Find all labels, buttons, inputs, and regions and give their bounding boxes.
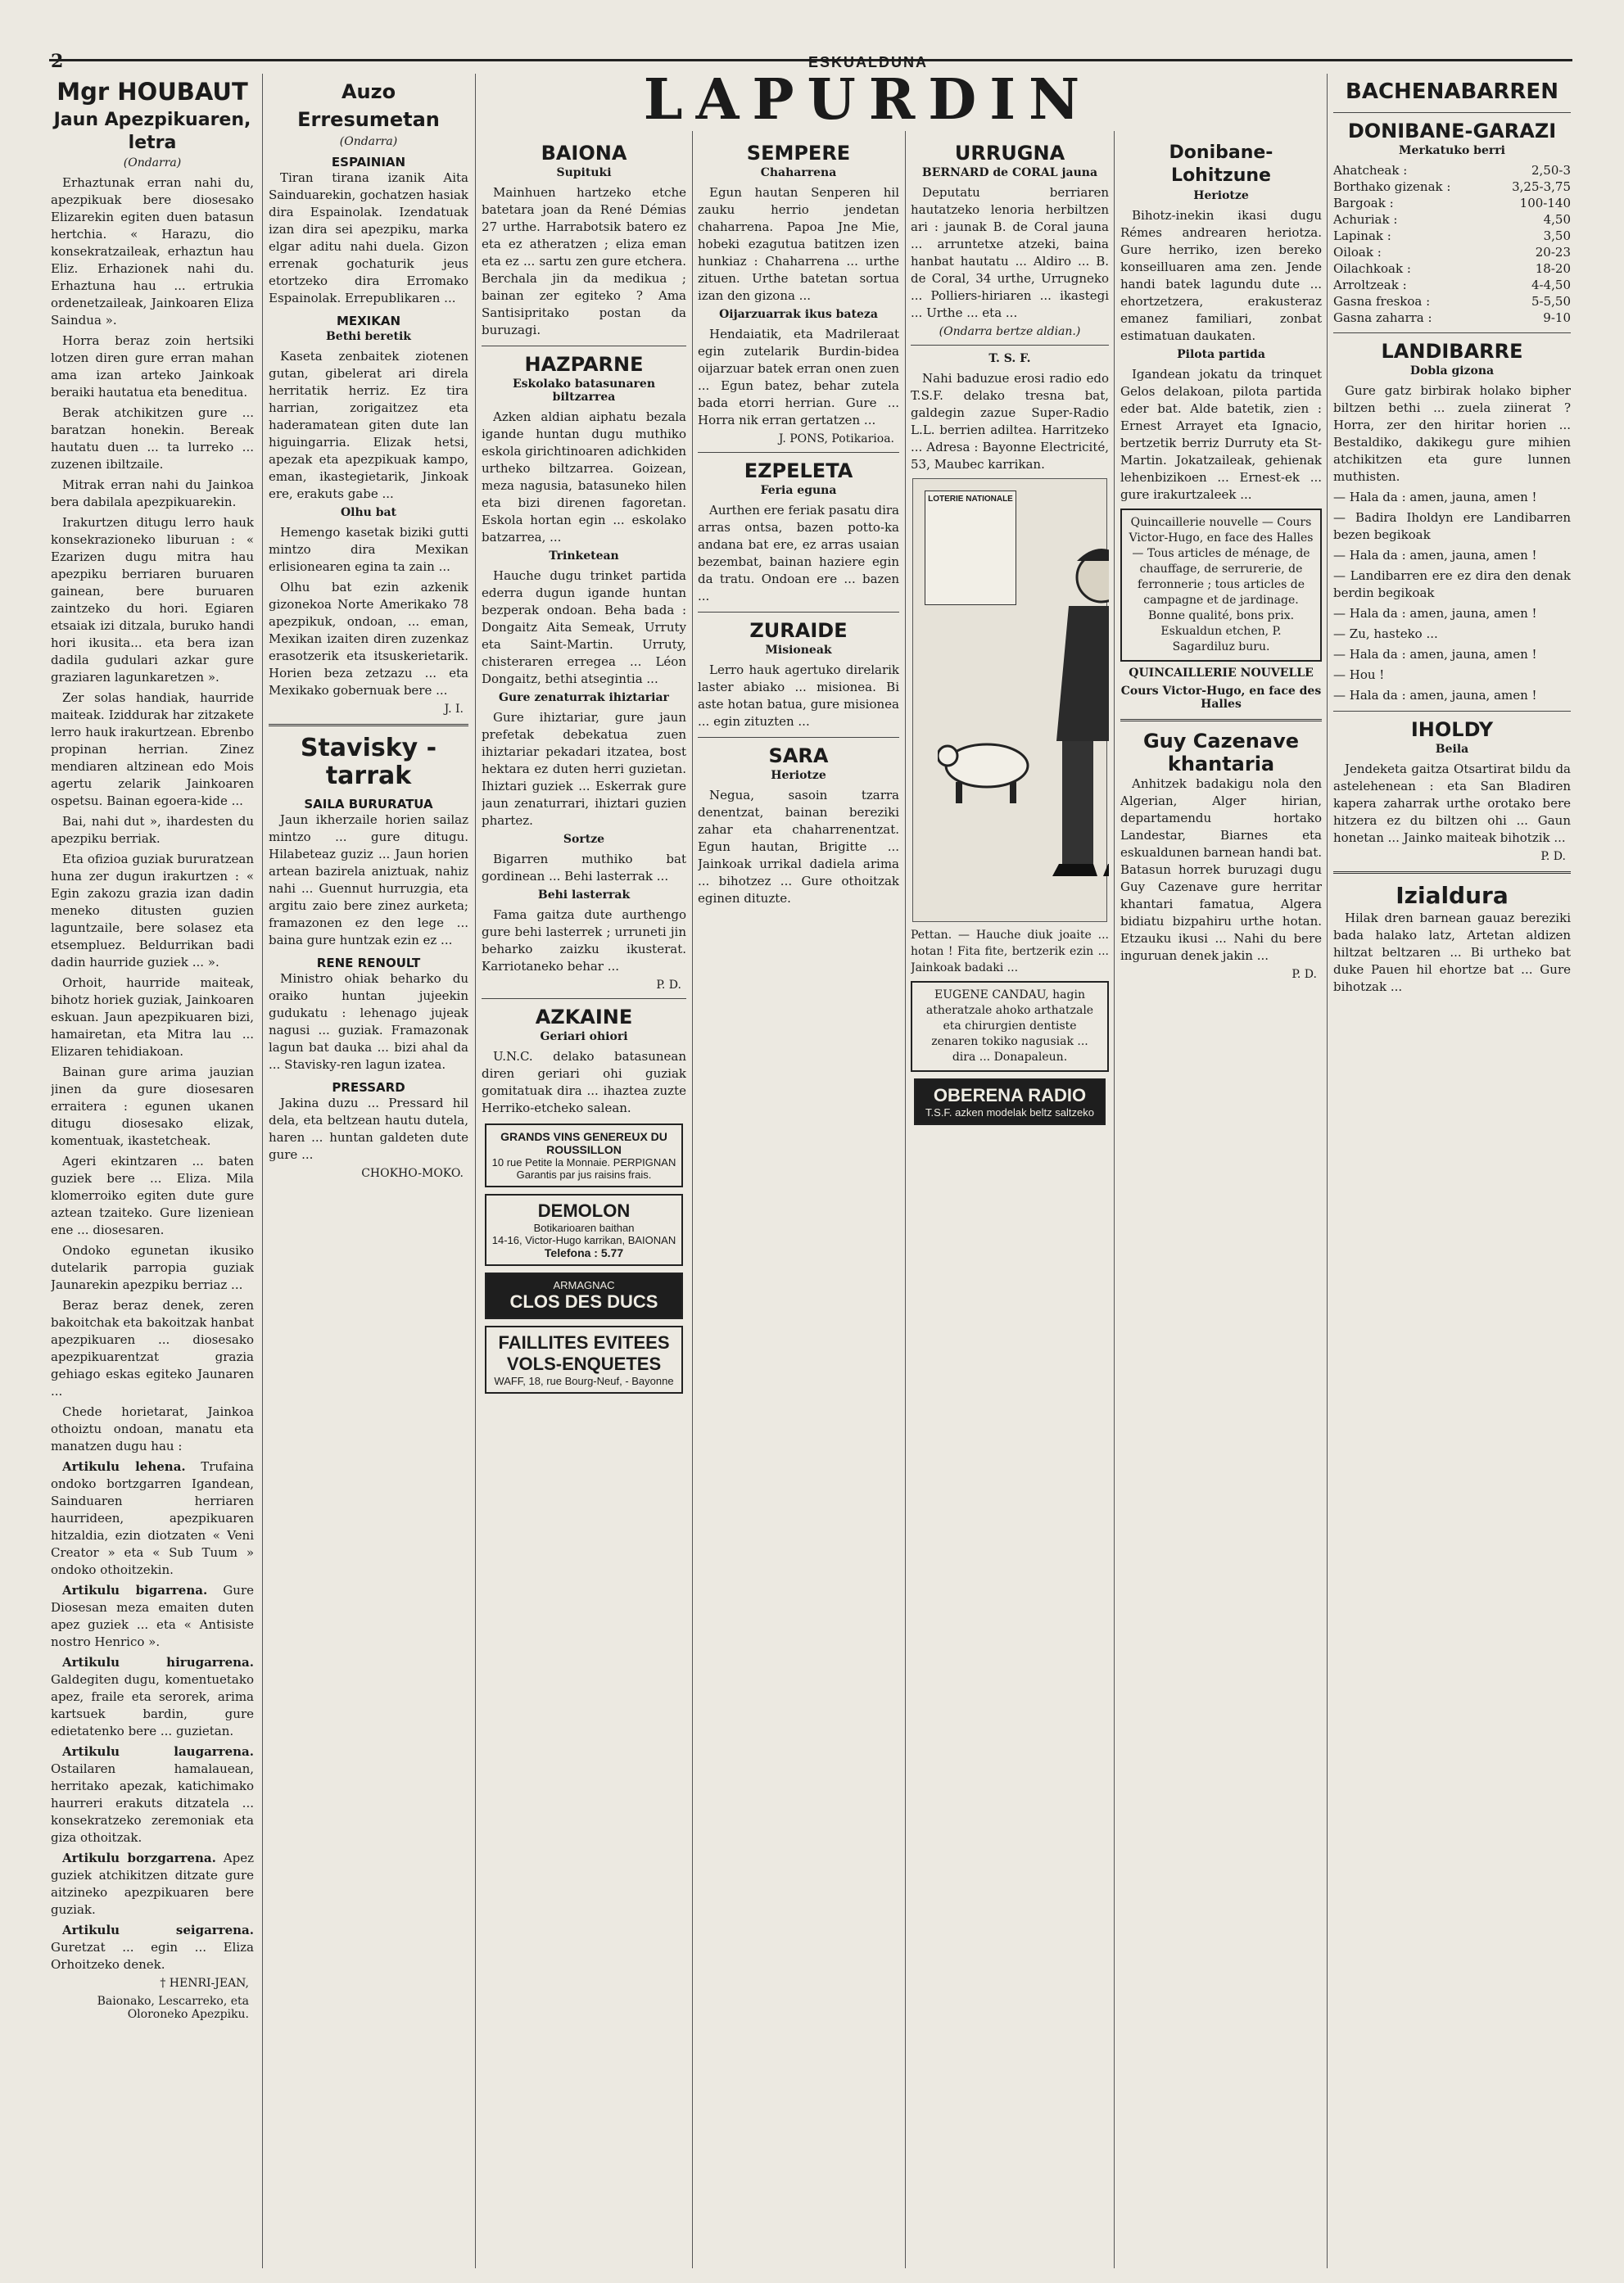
advertisement-faillites bbox=[485, 1326, 683, 1394]
price-value: 9-10 bbox=[1543, 310, 1571, 325]
paragraph: Igandean jokatu da trinquet Gelos delakoan, pilota partida eder bat. Alde batetik, zien : Ernest Arrayet eta Ignacio, bertzetik berriz Durruty eta St-Martin. Jokatzaileak, gehienak lehenbizikoen ... Ernest-ek ... gure irakurtzaleek ... bbox=[1120, 367, 1322, 502]
paragraph: Negua, sasoin tzarra denentzat, bainan bereziki zahar eta chaharrenentzat. Egun hautan, Brigitte ... Jainkoak urrikal dadiela arima ... bihotzez ... Gure othoitzak eginen dituzte. bbox=[698, 788, 899, 906]
ad-line: T.S.F. azken modelak beltz saltzeko bbox=[925, 1106, 1094, 1119]
subsection-kicker: Bethi beretik bbox=[325, 330, 412, 343]
paragraph: U.N.C. delako batasunean diren geriari ohi guziak gomitatuak dira ... ihaztea zuzte Herriko-etcheko salean. bbox=[482, 1049, 686, 1115]
price-item: Borthako gizenak : bbox=[1333, 179, 1451, 194]
masthead bbox=[573, 54, 1163, 133]
signature: P. D. bbox=[656, 979, 681, 992]
divider bbox=[482, 998, 686, 999]
article-label: Artikulu borzgarrena. bbox=[62, 1851, 216, 1865]
paragraph: Orhoit, haurride maiteak, bihotz horiek guziak, Jainkoaren eskuan. Jaun apezpikuaren bizi, hamairetan, eta Mitra lau ... Elizaren tehidiakoan. bbox=[51, 975, 254, 1059]
town-subheading: Feria eguna bbox=[760, 484, 837, 497]
town-subheading: Chaharrena bbox=[760, 166, 837, 179]
paragraph: Aurthen ere feriak pasatu dira arras ontsa, bazen potto-ka andana bat ere, ez arras usaian bezembat, bainan haziere egin da tratu. Ondoan ere ... bazen ... bbox=[698, 503, 899, 604]
signature: J. PONS, Potikarioa. bbox=[778, 432, 894, 445]
column-rule bbox=[475, 74, 476, 2268]
section-title: Stavisky - tarrak bbox=[300, 734, 437, 790]
article-title: Mgr HOUBAUT bbox=[57, 78, 248, 106]
paragraph: Azken aldian aiphatu bezala igande huntan dugu muthiko eskola girichtinoaren adichkiden urtheko biltzarrea. Goizean, meza nagusia, batasuneko hilen eta bizi direnen fagoretan. Eskola hortan egin ... eskolako batzarrea, ... bbox=[482, 409, 686, 545]
town-heading: BAIONA bbox=[541, 142, 627, 165]
price-value: 2,50-3 bbox=[1531, 163, 1571, 178]
price-value: 18-20 bbox=[1535, 261, 1571, 276]
paragraph: Egun hautan Senperen hil zauku herrio jendetan chaharrena. Papoa Jne Mie, hobeki ezagutua batitzen izen hunkiaz : Chaharrena ... urthe zituen. Urthe batetan sortua izan den gizona ... bbox=[698, 185, 899, 303]
ad-line: CLOS DES DUCS bbox=[509, 1291, 658, 1312]
paragraph: Bainan gure arima jauzian jinen da gure diosesaren erraitera : egunen ukanen ditugu diosesako elizak, komentuak, ikastetcheak. bbox=[51, 1065, 254, 1148]
ad-line: WAFF, 18, rue Bourg-Neuf, - Bayonne bbox=[494, 1375, 674, 1387]
litany-line: — Hou ! bbox=[1333, 667, 1385, 682]
paragraph: Beraz beraz denek, zeren bakoitchak eta bakoitzak hanbat apezpikuaren ... diosesako apezpikuarentzat grazia gehiago eskas egiteko Jaunaren ... bbox=[51, 1298, 254, 1399]
paragraph: Zer solas handiak, haurride maiteak. Iziddurak har zitzakete lerro hauk irakurtzean. Ebrenbo propinan herrian. Zinez mendiaren altzinean edo Mois agertu zelarik Jainkoaren ospetsu. Bainan egoera-kide ... bbox=[51, 690, 254, 808]
column-rule bbox=[692, 131, 693, 2268]
price-item: Oilachkoak : bbox=[1333, 261, 1411, 276]
subsection-kicker: Olhu bat bbox=[340, 506, 397, 519]
price-item: Arroltzeak : bbox=[1333, 278, 1407, 292]
paragraph: Hauche dugu trinket partida ederra dugun igande huntan bezperak ondoan. Beha bada : Dongaitz Aita Semeak, Urruty eta Saint-Martin. Urruty, chisteraren erregea ... Léon Dongaitz, bethi atsegintia ... bbox=[482, 568, 686, 686]
town-heading: URRUGNA bbox=[954, 142, 1065, 165]
town-subheading: Behi lasterrak bbox=[537, 888, 631, 902]
signature: J. I. bbox=[444, 703, 464, 716]
subsection-title: RENE RENOULT bbox=[316, 956, 421, 970]
ad-line: GRANDS VINS GENEREUX DU ROUSSILLON bbox=[500, 1130, 667, 1156]
column-urrugna bbox=[911, 135, 1109, 2272]
divider bbox=[1120, 719, 1322, 721]
table-row bbox=[1333, 211, 1571, 228]
paragraph: Irakurtzen ditugu lerro hauk konsekrazioneko liburuan : « Ezarizen dugu mitra hau apezpiku berriaren buruaren gainean, bere buruaren zaintzeko du hori. Egiaren etsaiak izi ditzala, buruko handi hori ikusita... eta bera izan dadila gudulari azkar gure graziaren lagunkaretzen ». bbox=[51, 515, 254, 685]
table-row bbox=[1333, 195, 1571, 211]
town-heading: DONIBANE-GARAZI bbox=[1347, 120, 1557, 142]
advertisement-armagnac bbox=[485, 1273, 683, 1319]
town-subheading: BERNARD de CORAL jauna bbox=[921, 166, 1098, 179]
paragraph: Berak atchikitzen gure ... baratzan honekin. Bereak hautatu duen ... ta lurreko ... zuzenen ibiltzaile. bbox=[51, 405, 254, 472]
paragraph: Nahi baduzue erosi radio edo T.S.F. delako tresna bat, galdegin zazue Super-Radio L.L. berrien adiltea. Harritzeko ... Adresa : Bayonne Electricité, 53, Maubec karrikan. bbox=[911, 371, 1109, 472]
litany-line: — Hala da : amen, jauna, amen ! bbox=[1333, 688, 1537, 703]
paragraph: Olhu bat ezin azkenik gizonekoa Norte Amerikako 78 apezpikuk, ondoan, ... eman, Mexikan izaiten diren zuzenkaz erasotzerik eta itsuskerietarik. Horien beza zetzazu ... eta Mexikako gobernuak bere ... bbox=[269, 580, 468, 698]
price-value: 3,50 bbox=[1543, 228, 1571, 243]
town-subheading: Pilota partida bbox=[1177, 348, 1265, 361]
article-label: Artikulu lehena. bbox=[62, 1459, 186, 1474]
town-heading: AZKAINE bbox=[535, 1006, 633, 1028]
divider bbox=[698, 612, 899, 613]
ad-line: DEMOLON bbox=[537, 1200, 631, 1221]
town-subheading: Geriari ohiori bbox=[540, 1030, 628, 1043]
signature: † HENRI-JEAN, bbox=[160, 1977, 249, 1990]
town-subheading: Heriotze bbox=[1193, 189, 1249, 202]
table-row bbox=[1333, 228, 1571, 244]
subsection-title: SAILA BURURATUA bbox=[304, 797, 433, 811]
subsection-title: MEXIKAN bbox=[336, 314, 401, 328]
divider bbox=[1333, 112, 1571, 113]
ad-line: ARMAGNAC bbox=[553, 1279, 615, 1291]
article-heading: Guy Cazenave khantaria bbox=[1142, 730, 1300, 775]
price-value: 4,50 bbox=[1543, 212, 1571, 227]
town-subheading: Dobla gizona bbox=[1409, 364, 1495, 377]
paragraph: Mitrak erran nahi du Jainkoa bera dabilala apezpikuarekin. bbox=[51, 477, 254, 509]
town-subheading: Eskolako batasunaren biltzarrea bbox=[512, 377, 656, 404]
divider bbox=[269, 724, 468, 726]
column-auzo-erresumetan bbox=[269, 78, 468, 2272]
paragraph: Gure gatz birbirak holako bipher biltzen bethi ... zuela ziinerat ? Horra, zer den hiritar horien ... Bestaldiko, dakikegu gure mihien atchikitzen eta gure lunnen muthisten. bbox=[1333, 383, 1571, 484]
town-heading: Donibane-Lohitzune bbox=[1169, 142, 1273, 186]
town-subheading: Oijarzuarrak ikus bateza bbox=[719, 308, 878, 321]
town-subheading: Gure zenaturrak ihiztariar bbox=[499, 691, 669, 704]
paragraph: Deputatu berriaren hautatzeko lenoria herbiltzen ari : jaunak B. de Coral jauna ... arruntetxe atzeki, baina hanbat hautatu ... Aldiro ... B. de Coral, 34 urthe, Urrugneko ... Polliers-hiriaren ... ikastegi ... Urthe ... eta ... bbox=[911, 185, 1109, 320]
paragraph: Fama gaitza dute aurthengo gure behi lasterrek ; urruneti jin beharko zaizku ikusterat. Karriotaneko behar ... bbox=[482, 907, 686, 974]
subsection-title: PRESSARD bbox=[332, 1080, 405, 1095]
ad-line: 10 rue Petite la Monnaie. PERPIGNAN bbox=[491, 1156, 676, 1169]
paragraph: Mainhuen hartzeko etche batetara joan da René Démias 27 urthe. Harrabotsik batero ez eta ez atheratzen ; eliza eman eta ez ... sartu zen gure etchera. Berchala jin da medikua ; bainan zer egiteko ? Ama Santisipritako postan da buruzagi. bbox=[482, 185, 686, 337]
town-heading: IHOLDY bbox=[1410, 718, 1494, 741]
section-title: BACHENABARREN bbox=[1346, 79, 1558, 104]
table-row bbox=[1333, 179, 1571, 195]
litany-line: — Hala da : amen, jauna, amen ! bbox=[1333, 606, 1537, 621]
town-heading: SEMPERE bbox=[746, 142, 851, 165]
article-subtitle: Jaun Apezpikuaren, letra bbox=[53, 110, 251, 153]
price-item: Lapinak : bbox=[1333, 228, 1391, 243]
pettan-figure bbox=[1011, 528, 1109, 905]
price-item: Bargoak : bbox=[1333, 196, 1394, 210]
column-baiona bbox=[482, 135, 686, 2272]
section-title: Izialdura bbox=[1396, 882, 1509, 909]
price-item: Gasna zaharra : bbox=[1333, 310, 1432, 325]
divider bbox=[1333, 711, 1571, 712]
ad-line: Garantis par jus raisins frais. bbox=[516, 1169, 652, 1181]
article-text: Apez guziek atchikitzen ditzate gure aitzineko apezpikuaren bere guziak. bbox=[51, 1851, 254, 1917]
masthead-small-title: ESKUALDUNA bbox=[808, 54, 928, 70]
article-label: Artikulu laugarrena. bbox=[62, 1744, 254, 1759]
town-subheading: Heriotze bbox=[771, 769, 826, 782]
price-value: 5-5,50 bbox=[1531, 294, 1571, 309]
paragraph: Hendaiatik, eta Madrileraat egin zutelarik Burdin-bidea oijarzuar batek erran onen zuen ... Egun batez, behar zutela bada etorri herrian. Gure ... Horra nik erran gertatzen ... bbox=[698, 327, 899, 427]
cow-drawing bbox=[938, 725, 1036, 807]
town-heading: EZPELETA bbox=[744, 459, 853, 482]
ad-line: OBERENA RADIO bbox=[933, 1085, 1087, 1105]
table-row bbox=[1333, 244, 1571, 260]
lottery-poster-title: LOTERIE NATIONALE bbox=[928, 495, 1013, 504]
price-value: 3,25-3,75 bbox=[1512, 179, 1571, 194]
paragraph: Ondoko egunetan ikusiko dutelarik parropia guziak Jaunarekin apezpiku berriaz ... bbox=[51, 1243, 254, 1292]
article-label: Artikulu hirugarrena. bbox=[62, 1655, 254, 1670]
litany-line: — Hala da : amen, jauna, amen ! bbox=[1333, 490, 1537, 504]
price-item: Oiloak : bbox=[1333, 245, 1382, 260]
closing-text: Chede horietarat, Jainkoa othoiztu ondoan, manatu eta manatzen dugu hau : bbox=[51, 1404, 254, 1453]
article-text: Gure Diosesan meza emaiten duten apez guziek ... eta « Antisiste nostro Henrico ». bbox=[51, 1583, 254, 1649]
litany-line: — Zu, hasteko ... bbox=[1333, 626, 1438, 641]
notice-quincaillerie: Quincaillerie nouvelle — Cours Victor-Hugo, en face des Halles — Tous articles de ménage, de chauffage, de serrurerie, de ferronnerie ; tous articles de campagne et de jardinage. Bonne qualité, bons prix. Eskualdun etchen, P. Sagardiluz buru. bbox=[1120, 509, 1322, 662]
article-text: Galdegiten dugu, komentuetako apez, fraile eta serorek, arima kartsuek bardin, gure edietatenko bere ... guzietan. bbox=[51, 1672, 254, 1738]
column-mgr-houbaut bbox=[51, 78, 254, 2272]
town-heading: LANDIBARRE bbox=[1381, 340, 1523, 363]
town-subheading: Supituki bbox=[556, 166, 612, 179]
paragraph: Ageri ekintzaren ... baten guziek bere ... Eliza. Mila klomerroiko egiten dute gure aztean tzaiteko. Gure lizeniean ene ... diosesaren. bbox=[51, 1154, 254, 1237]
section-note: (Ondarra) bbox=[339, 135, 398, 148]
ad-line: FAILLITES EVITEES bbox=[498, 1332, 670, 1353]
table-row bbox=[1333, 293, 1571, 310]
quincaillerie-address: Cours Victor-Hugo, en face des Halles bbox=[1120, 685, 1322, 711]
divider bbox=[1333, 871, 1571, 874]
divider bbox=[911, 345, 1109, 346]
article-text: Guretzat ... egin ... Eliza Orhoitzeko denek. bbox=[51, 1940, 254, 1972]
town-heading: HAZPARNE bbox=[524, 353, 644, 376]
divider bbox=[698, 452, 899, 453]
town-subheading: Trinketean bbox=[549, 549, 619, 563]
paragraph: Gure ihiztariar, gure jaun prefetak debekatua zuen ihiztariar pekadari itzatea, bost hektara ez duten herri guzietan. Ihiztari guziek ... Eskerrak gure jaun zenaturrari, ihiztari guzien phartez. bbox=[482, 710, 686, 828]
price-item: Achuriak : bbox=[1333, 212, 1398, 227]
column-rule bbox=[905, 131, 906, 2268]
paragraph: Erhaztunak erran nahi du, apezpikuak bere diosesako Elizarekin egiten duen batasun hertchia. « Harazu, dio konsekratzaileak, erhaztun hau Eliz. Erhazionek nahi du. Erhaztuna hau ... ertrukia ordenetzaileak, Jainkoaren Eliza Saindua ». bbox=[51, 175, 254, 328]
paragraph: Bihotz-inekin ikasi dugu Rémes andrearen heriotza. Gure herriko, izen bereko konseilluaren ama zen. Jende handi batek lagundu dute ... ehortzetzera, erakusteraz emanez familiari, zonbat estimatuan daukaten. bbox=[1120, 208, 1322, 343]
article-note: (Ondarra) bbox=[123, 156, 182, 170]
signature: P. D. bbox=[1292, 968, 1317, 981]
article-text: Ostailaren hamalauean, herritako apezak, katichimako haurreri erakuts ditzatela ... konsekratzeko zeremoniak eta giza othoitzak. bbox=[51, 1761, 254, 1845]
town-heading: ZURAIDE bbox=[749, 619, 848, 642]
litany-line: — Badira Iholdyn ere Landibarren bezen begikoak bbox=[1333, 510, 1571, 542]
advertisement-wine bbox=[485, 1123, 683, 1187]
table-row bbox=[1333, 310, 1571, 326]
town-heading: SARA bbox=[768, 744, 829, 767]
lottery-poster bbox=[925, 491, 1016, 605]
page-number: 2 bbox=[51, 51, 64, 72]
column-sempere bbox=[698, 135, 899, 2272]
price-value: 4-4,50 bbox=[1531, 278, 1571, 292]
advertisement-oberena-radio bbox=[914, 1078, 1106, 1125]
paragraph: Kaseta zenbaitek ziotenen gutan, gibelerat ari direla herritatik herriz. Ez tira harrian, zorigaitzez eta haderamatean giten dute lan higuingarria. Elizak hetsi, apezak eta apezpikuak kampo, eman, ikastegietarik, Jinkoak ere, erakuts gabe ... bbox=[269, 349, 468, 501]
paragraph: Ministro ohiak beharko du oraiko huntan jujeekin gudukatu : lehenago jujeak nagusi ... guziak. Framazonak lagun bat dauka ... bizi ahal da ... Stavisky-ren lagun izatea. bbox=[269, 971, 468, 1072]
paragraph: Lerro hauk agertuko direlarik laster abiako ... misionea. Bi aste hotan batua, gure misionea ... egin zituzten ... bbox=[698, 662, 899, 729]
town-subheading: Sortze bbox=[563, 833, 605, 846]
paragraph: Jaun ikherzaile horien sailaz mintzo ... gure ditugu. Hilabeteaz guziz ... Jaun horien artean bazirela aniztuak, nahiz nahi ... Guennut hurruzgia, eta argitu zaio bere zinez aurketa; framazonen ez den lege ... baina gure huntzak ezin ez ... bbox=[269, 812, 468, 947]
paragraph: Anhitzek badakigu nola den Algerian, Alger hirian, departamendu hortako Landestar, Biarnes eta eskualdunen barnean handi bat. Batasun horrek buruzagi dugu Guy Cazenave gure herritar khantari famatua, Algera bidiatu bizpahiru urthe hotan. Etzauku ikusi ... Nahi du bere inguruan denek jakin ... bbox=[1120, 776, 1322, 963]
column-rule bbox=[1114, 131, 1115, 2268]
town-subheading: Misioneak bbox=[765, 644, 832, 657]
table-row bbox=[1333, 162, 1571, 179]
paragraph: Jendeketa gaitza Otsartirat bildu da astelehenean : eta San Bladiren kapera zaharrak urthe orotako bere hitzera ez du biltzen ohi ... Gaun honetan ... Jainko maiteak bihotzik ... bbox=[1333, 762, 1571, 845]
town-subheading: Merkatuko berri bbox=[1399, 144, 1505, 157]
litany-line: — Hala da : amen, jauna, amen ! bbox=[1333, 548, 1537, 563]
paragraph: Bigarren muthiko bat gordinean ... Behi lasterrak ... bbox=[482, 852, 686, 884]
table-row bbox=[1333, 260, 1571, 277]
article-text: Trufaina ondoko bortzgarren Igandean, Sainduaren herriaren haurrideen, apezpikuaren hitzaldia, ezin diotzaten « Veni Creator » eta « Sub Tuum » ondoko othoitzekin. bbox=[51, 1459, 254, 1577]
paragraph: Eta ofizioa guziak bururatzean huna zer dugun irakurtzen : « Egin zakozu grazia izan dadin meneko ditusten guzien laguntzaile, bere solasez eta etsempluez. Beldurrikan badi dadin haurride guziek ... ». bbox=[51, 852, 254, 970]
paragraph: Hilak dren barnean gauaz bereziki bada halako latz, Artetan aldizen hiltzat beltzaren ... Bi urtheko bat duke Pauen hil ehortze bat ... Gure bihotzak ... bbox=[1333, 911, 1571, 994]
signature-line: Baionako, Lescarreko, eta Oloroneko Apezpiku. bbox=[97, 1995, 249, 2021]
ad-line: VOLS-ENQUETES bbox=[506, 1354, 662, 1374]
divider bbox=[1333, 332, 1571, 333]
town-subheading: Beila bbox=[1435, 743, 1469, 756]
masthead-title: LAPURDIN bbox=[643, 67, 1093, 133]
paragraph: Hemengo kasetak biziki gutti mintzo dira Mexikan erlisionearen egina ta zain ... bbox=[269, 525, 468, 574]
quincaillerie-heading: QUINCAILLERIE NOUVELLE bbox=[1129, 667, 1314, 680]
paragraph: Horra beraz zoin hertsiki lotzen diren gure erran mahan ama izan arteko Jainkoak beraiki hautatua eta beneditua. bbox=[51, 333, 254, 400]
article-label: Artikulu bigarrena. bbox=[62, 1583, 208, 1598]
paragraph: Jakina duzu ... Pressard hil dela, eta beltzean hautu dutela, haren ... huntan galdeten dute gure ... bbox=[269, 1096, 468, 1162]
notice-eugene-candau: EUGENE CANDAU, hagin atheratzale ahoko arthatzale eta chirurgien dentiste zenaren tokiko nagusiak ... dira ... Donapaleun. bbox=[911, 981, 1109, 1072]
column-bachenabarren bbox=[1333, 78, 1571, 2272]
price-item: Ahatcheak : bbox=[1333, 163, 1408, 178]
town-subheading: T. S. F. bbox=[988, 352, 1031, 365]
market-price-table bbox=[1333, 162, 1571, 326]
column-donibane-lohitzune bbox=[1120, 135, 1322, 2272]
price-item: Gasna freskoa : bbox=[1333, 294, 1431, 309]
continued-note: (Ondarra bertze aldian.) bbox=[939, 325, 1081, 338]
cartoon-caption: Pettan. — Hauche diuk joaite ... hotan ! Fita fite, bertzerik ezin ... Jainkoak badaki ... bbox=[911, 929, 1109, 974]
price-value: 100-140 bbox=[1519, 196, 1571, 210]
paragraph: Bai, nahi dut », ihardesten du apezpiku berriak. bbox=[51, 814, 254, 846]
column-rule bbox=[262, 74, 263, 2268]
advertisement-demolon bbox=[485, 1194, 683, 1266]
cartoon-illustration bbox=[912, 478, 1107, 922]
ad-line: 14-16, Victor-Hugo karrikan, BAIONAN bbox=[491, 1234, 676, 1246]
divider bbox=[698, 737, 899, 738]
subsection-title: ESPAINIAN bbox=[331, 155, 406, 170]
ad-line: Botikarioaren baithan bbox=[533, 1222, 635, 1234]
price-value: 20-23 bbox=[1535, 245, 1571, 260]
article-label: Artikulu seigarrena. bbox=[62, 1923, 254, 1937]
section-title: Auzo Erresumetan bbox=[297, 80, 440, 131]
ad-line: Telefona : 5.77 bbox=[544, 1246, 624, 1259]
litany-line: — Landibarren ere ez dira den denak berdin begikoak bbox=[1333, 568, 1571, 600]
signature: P. D. bbox=[1540, 850, 1566, 863]
column-rule bbox=[1327, 74, 1328, 2268]
paragraph: Tiran tirana izanik Aita Sainduarekin, gochatzen hasiak dira Espainolak. Izendatuak izan dira sei apezpiku, marka elgar aditu nahi duela. Gizon errenak gochaturik jeus etortzeko dira Erromako Espainolak. Errepublikaren ... bbox=[269, 170, 468, 305]
litany-line: — Hala da : amen, jauna, amen ! bbox=[1333, 647, 1537, 662]
table-row bbox=[1333, 277, 1571, 293]
signature: CHOKHO-MOKO. bbox=[361, 1167, 464, 1180]
